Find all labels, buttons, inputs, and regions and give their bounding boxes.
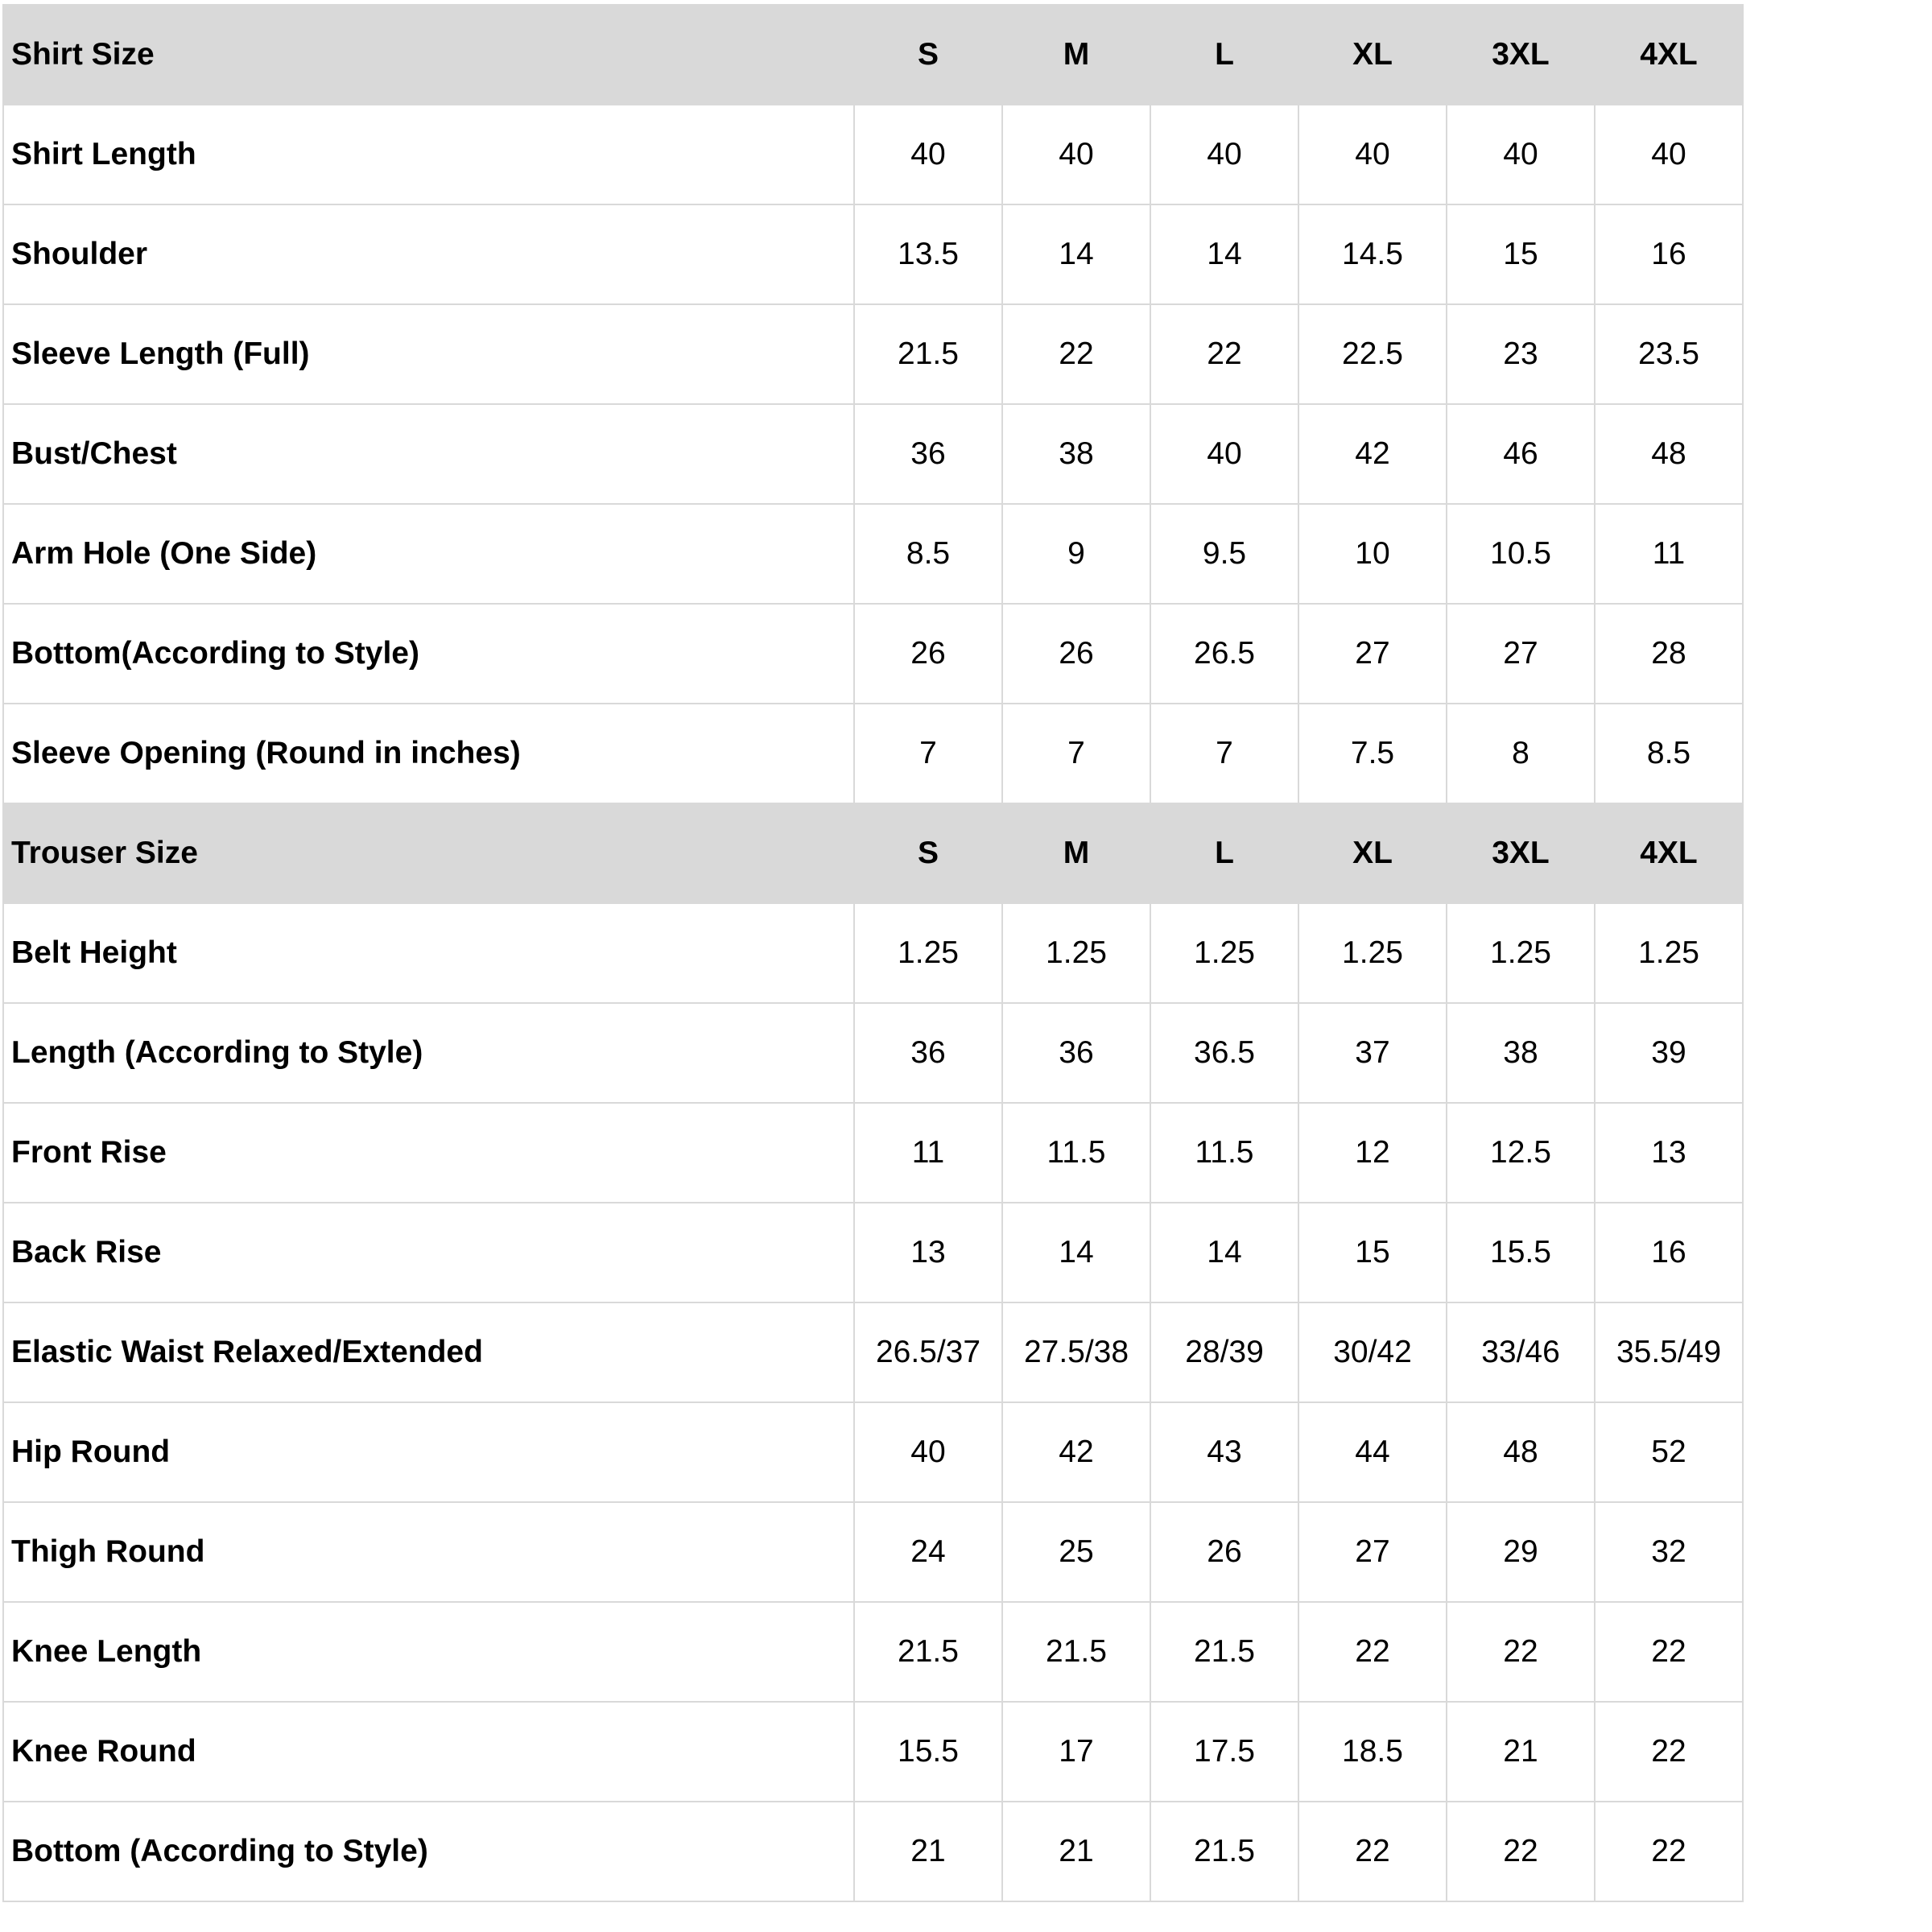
table-row (3, 404, 1743, 504)
size-header-4xl: 4XL (1595, 5, 1743, 105)
row-label: Front Rise (3, 1103, 854, 1203)
row-label: Knee Round (3, 1702, 854, 1802)
table-row (3, 704, 1743, 803)
cell-value: 15 (1447, 204, 1595, 304)
table-row (3, 1003, 1743, 1103)
size-header-3xl: 3XL (1447, 803, 1595, 903)
cell-value: 22 (1298, 1602, 1447, 1702)
row-label: Belt Height (3, 903, 854, 1003)
cell-value: 1.25 (1150, 903, 1298, 1003)
cell-value: 42 (1002, 1402, 1150, 1502)
cell-value: 9 (1002, 504, 1150, 604)
row-label: Sleeve Opening (Round in inches) (3, 704, 854, 803)
cell-value: 21.5 (854, 304, 1002, 404)
table-row (3, 1103, 1743, 1203)
size-header-l: L (1150, 803, 1298, 903)
row-label: Thigh Round (3, 1502, 854, 1602)
table-row (3, 903, 1743, 1003)
cell-value: 26 (1002, 604, 1150, 704)
cell-value: 27 (1298, 604, 1447, 704)
size-header-xl: XL (1298, 5, 1447, 105)
cell-value: 13 (854, 1203, 1002, 1302)
cell-value: 22 (1595, 1602, 1743, 1702)
cell-value: 23 (1447, 304, 1595, 404)
cell-value: 26.5/37 (854, 1302, 1002, 1402)
cell-value: 46 (1447, 404, 1595, 504)
row-label: Shirt Length (3, 105, 854, 204)
cell-value: 36 (854, 404, 1002, 504)
cell-value: 26 (1150, 1502, 1298, 1602)
cell-value: 48 (1447, 1402, 1595, 1502)
cell-value: 27 (1298, 1502, 1447, 1602)
cell-value: 21.5 (854, 1602, 1002, 1702)
table-row (3, 105, 1743, 204)
cell-value: 11 (854, 1103, 1002, 1203)
size-header-4xl: 4XL (1595, 803, 1743, 903)
cell-value: 16 (1595, 1203, 1743, 1302)
cell-value: 40 (1447, 105, 1595, 204)
cell-value: 10.5 (1447, 504, 1595, 604)
cell-value: 28 (1595, 604, 1743, 704)
trouser-size-header-row (3, 803, 1743, 903)
cell-value: 8.5 (1595, 704, 1743, 803)
row-label: Knee Length (3, 1602, 854, 1702)
cell-value: 18.5 (1298, 1702, 1447, 1802)
cell-value: 35.5/49 (1595, 1302, 1743, 1402)
cell-value: 44 (1298, 1402, 1447, 1502)
cell-value: 36 (854, 1003, 1002, 1103)
cell-value: 11 (1595, 504, 1743, 604)
size-chart-table (2, 4, 1744, 1902)
trouser-size-title: Trouser Size (3, 803, 854, 903)
cell-value: 48 (1595, 404, 1743, 504)
cell-value: 1.25 (1002, 903, 1150, 1003)
cell-value: 22 (1595, 1702, 1743, 1802)
shirt-size-title: Shirt Size (3, 5, 854, 105)
cell-value: 17.5 (1150, 1702, 1298, 1802)
size-header-s: S (854, 5, 1002, 105)
cell-value: 40 (1150, 105, 1298, 204)
cell-value: 38 (1002, 404, 1150, 504)
cell-value: 27.5/38 (1002, 1302, 1150, 1402)
cell-value: 24 (854, 1502, 1002, 1602)
row-label: Arm Hole (One Side) (3, 504, 854, 604)
table-row (3, 1702, 1743, 1802)
cell-value: 13.5 (854, 204, 1002, 304)
cell-value: 1.25 (854, 903, 1002, 1003)
cell-value: 32 (1595, 1502, 1743, 1602)
cell-value: 21.5 (1002, 1602, 1150, 1702)
cell-value: 37 (1298, 1003, 1447, 1103)
cell-value: 22 (1447, 1602, 1595, 1702)
cell-value: 26.5 (1150, 604, 1298, 704)
cell-value: 12 (1298, 1103, 1447, 1203)
cell-value: 16 (1595, 204, 1743, 304)
cell-value: 22 (1002, 304, 1150, 404)
cell-value: 40 (854, 105, 1002, 204)
cell-value: 30/42 (1298, 1302, 1447, 1402)
cell-value: 14 (1002, 1203, 1150, 1302)
cell-value: 15 (1298, 1203, 1447, 1302)
cell-value: 10 (1298, 504, 1447, 604)
cell-value: 40 (854, 1402, 1002, 1502)
cell-value: 42 (1298, 404, 1447, 504)
table-row (3, 1802, 1743, 1901)
table-row (3, 304, 1743, 404)
cell-value: 11.5 (1150, 1103, 1298, 1203)
cell-value: 9.5 (1150, 504, 1298, 604)
table-row (3, 1302, 1743, 1402)
cell-value: 21 (1002, 1802, 1150, 1901)
cell-value: 7 (1150, 704, 1298, 803)
cell-value: 52 (1595, 1402, 1743, 1502)
cell-value: 22 (1150, 304, 1298, 404)
cell-value: 22 (1447, 1802, 1595, 1901)
cell-value: 40 (1150, 404, 1298, 504)
cell-value: 29 (1447, 1502, 1595, 1602)
cell-value: 14 (1002, 204, 1150, 304)
row-label: Bottom (According to Style) (3, 1802, 854, 1901)
row-label: Sleeve Length (Full) (3, 304, 854, 404)
shirt-size-header-row (3, 5, 1743, 105)
cell-value: 28/39 (1150, 1302, 1298, 1402)
cell-value: 8.5 (854, 504, 1002, 604)
size-header-3xl: 3XL (1447, 5, 1595, 105)
cell-value: 21.5 (1150, 1602, 1298, 1702)
size-header-l: L (1150, 5, 1298, 105)
row-label: Bottom(According to Style) (3, 604, 854, 704)
cell-value: 1.25 (1595, 903, 1743, 1003)
cell-value: 40 (1298, 105, 1447, 204)
cell-value: 1.25 (1447, 903, 1595, 1003)
cell-value: 40 (1595, 105, 1743, 204)
cell-value: 22 (1595, 1802, 1743, 1901)
cell-value: 7 (854, 704, 1002, 803)
cell-value: 13 (1595, 1103, 1743, 1203)
cell-value: 14.5 (1298, 204, 1447, 304)
cell-value: 26 (854, 604, 1002, 704)
cell-value: 22 (1298, 1802, 1447, 1901)
cell-value: 40 (1002, 105, 1150, 204)
table-row (3, 1402, 1743, 1502)
cell-value: 38 (1447, 1003, 1595, 1103)
cell-value: 43 (1150, 1402, 1298, 1502)
cell-value: 7.5 (1298, 704, 1447, 803)
row-label: Hip Round (3, 1402, 854, 1502)
table-row (3, 204, 1743, 304)
cell-value: 21 (854, 1802, 1002, 1901)
cell-value: 15.5 (854, 1702, 1002, 1802)
row-label: Length (According to Style) (3, 1003, 854, 1103)
table-row (3, 604, 1743, 704)
cell-value: 22.5 (1298, 304, 1447, 404)
row-label: Bust/Chest (3, 404, 854, 504)
size-header-m: M (1002, 803, 1150, 903)
table-row (3, 1203, 1743, 1302)
cell-value: 12.5 (1447, 1103, 1595, 1203)
cell-value: 39 (1595, 1003, 1743, 1103)
row-label: Shoulder (3, 204, 854, 304)
table-row (3, 1602, 1743, 1702)
table-row (3, 504, 1743, 604)
table-row (3, 1502, 1743, 1602)
cell-value: 11.5 (1002, 1103, 1150, 1203)
cell-value: 36 (1002, 1003, 1150, 1103)
cell-value: 27 (1447, 604, 1595, 704)
size-header-m: M (1002, 5, 1150, 105)
cell-value: 1.25 (1298, 903, 1447, 1003)
cell-value: 25 (1002, 1502, 1150, 1602)
cell-value: 36.5 (1150, 1003, 1298, 1103)
size-header-s: S (854, 803, 1002, 903)
cell-value: 21 (1447, 1702, 1595, 1802)
cell-value: 15.5 (1447, 1203, 1595, 1302)
cell-value: 33/46 (1447, 1302, 1595, 1402)
cell-value: 7 (1002, 704, 1150, 803)
cell-value: 17 (1002, 1702, 1150, 1802)
row-label: Elastic Waist Relaxed/Extended (3, 1302, 854, 1402)
row-label: Back Rise (3, 1203, 854, 1302)
cell-value: 14 (1150, 204, 1298, 304)
cell-value: 23.5 (1595, 304, 1743, 404)
cell-value: 21.5 (1150, 1802, 1298, 1901)
cell-value: 14 (1150, 1203, 1298, 1302)
cell-value: 8 (1447, 704, 1595, 803)
size-header-xl: XL (1298, 803, 1447, 903)
